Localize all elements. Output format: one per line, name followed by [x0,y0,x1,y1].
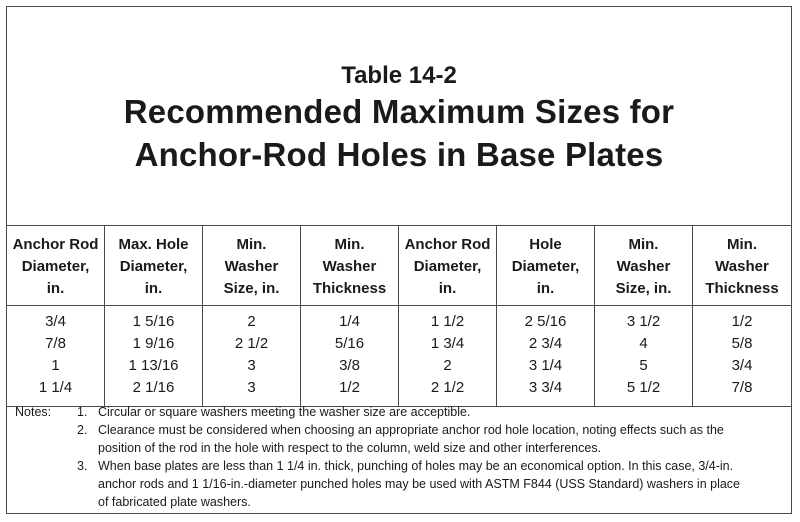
header-text: Diameter, [511,257,580,275]
header-text: in. [144,279,163,297]
note-3-continued-2 [15,493,785,511]
table-title-line-1: Recommended Maximum Sizes for [123,93,675,130]
note-text: of fabricated plate washers. [98,495,251,509]
note-number: 3. [77,459,88,473]
note-text: Clearance must be considered when choosing an appropriate anchor rod hole location, noting effects such as the [98,423,724,437]
header-text: Washer [322,257,377,275]
column-min-washer-size [203,306,301,406]
header-text: in. [536,279,555,297]
header-text: Min. [334,235,365,253]
table-cell: 1 1/4 [38,379,73,396]
header-anchor-rod-diameter [7,226,105,305]
table-cell: 2 3/4 [528,335,563,352]
header-max-hole-diameter [105,226,203,305]
table-cell: 3 3/4 [528,379,563,396]
table-cell: 5/16 [334,335,365,352]
table-cell: 3 [247,357,256,374]
column-min-washer-thickness [301,306,399,406]
table-cell: 5/8 [731,335,753,352]
header-text: in. [438,279,457,297]
table-cell: 1/2 [731,313,753,330]
header-min-washer-size-2 [595,226,693,305]
header-text: Min. [727,235,757,253]
table-cell: 5 [639,357,648,374]
column-anchor-rod-diameter [7,306,105,406]
table-cell: 4 [639,335,648,352]
table-cell: 2 [247,313,256,330]
table-cell: 1 3/4 [430,335,465,352]
header-text: Washer [224,257,279,275]
title-area [7,7,791,226]
notes-label: Notes: [15,405,52,419]
note-text: position of the rod in the hole with respect to the column, weld size and other interferences. [98,441,602,455]
table-cell: 1/2 [339,379,360,396]
note-1 [15,403,785,421]
column-max-hole-diameter [105,306,203,406]
note-text: anchor rods and 1 1/16-in.-diameter punched holes may be used with ASTM F844 (USS Standard) washers in place [98,477,741,491]
table-cell: 7/8 [731,379,753,396]
table-cell: 3 1/4 [528,357,563,374]
column-hole-diameter [497,306,595,406]
header-text: in. [46,279,65,297]
header-text: Min. [628,235,659,253]
values-row [7,306,791,407]
table-cell: 1 13/16 [128,357,179,374]
data-table [7,226,791,407]
header-text: Max. Hole [118,235,189,253]
header-text: Thickness [705,279,779,297]
table-cell: 2 5/16 [524,313,567,330]
header-text: Washer [616,257,671,275]
table-number: Table 14-2 [341,62,457,89]
header-text: Anchor Rod [12,235,99,253]
header-text: Diameter, [21,257,90,275]
header-text: Min. [236,235,267,253]
header-text: Size, in. [615,279,672,297]
column-min-washer-thickness-2 [693,306,791,406]
table-cell: 3 [247,379,256,396]
header-min-washer-thickness [301,226,399,305]
table-cell: 3 1/2 [626,313,661,330]
note-number: 1. [77,405,88,419]
table-cell: 1 [51,357,60,374]
note-number: 2. [77,423,88,437]
column-min-washer-size-2 [595,306,693,406]
header-hole-diameter [497,226,595,305]
table-cell: 2 1/2 [430,379,465,396]
column-anchor-rod-diameter-2 [399,306,497,406]
table-title-line-2: Anchor-Rod Holes in Base Plates [134,136,664,173]
notes-section [15,403,785,511]
header-min-washer-thickness-2 [693,226,791,305]
table-cell: 2 1/16 [132,379,175,396]
table-cell: 2 [443,357,452,374]
table-cell: 1/4 [339,313,360,330]
header-text: Washer [715,257,769,275]
header-text: Anchor Rod [404,235,491,253]
table-cell: 2 1/2 [234,335,269,352]
table-cell: 5 1/2 [626,379,661,396]
header-text: Size, in. [223,279,280,297]
table-cell: 1 9/16 [132,335,175,352]
note-text: When base plates are less than 1 1/4 in. thick, punching of holes may be an economical option. In this case, 3/4-in. [98,459,734,473]
note-2-continued [15,439,785,457]
table-frame [6,6,792,514]
note-3-continued [15,475,785,493]
header-anchor-rod-diameter-2 [399,226,497,305]
note-2 [15,421,785,439]
table-cell: 3/4 [45,313,66,330]
table-cell: 3/8 [339,357,360,374]
table-cell: 7/8 [45,335,66,352]
header-text: Diameter, [119,257,188,275]
header-text: Diameter, [413,257,482,275]
table-cell: 1 1/2 [430,313,465,330]
table-cell: 3/4 [731,357,753,374]
table-cell: 1 5/16 [132,313,175,330]
header-text: Thickness [312,279,387,297]
note-text: Circular or square washers meeting the washer size are acceptible. [98,405,471,419]
note-3 [15,457,785,475]
header-min-washer-size [203,226,301,305]
header-text: Hole [529,235,562,253]
header-row [7,226,791,306]
